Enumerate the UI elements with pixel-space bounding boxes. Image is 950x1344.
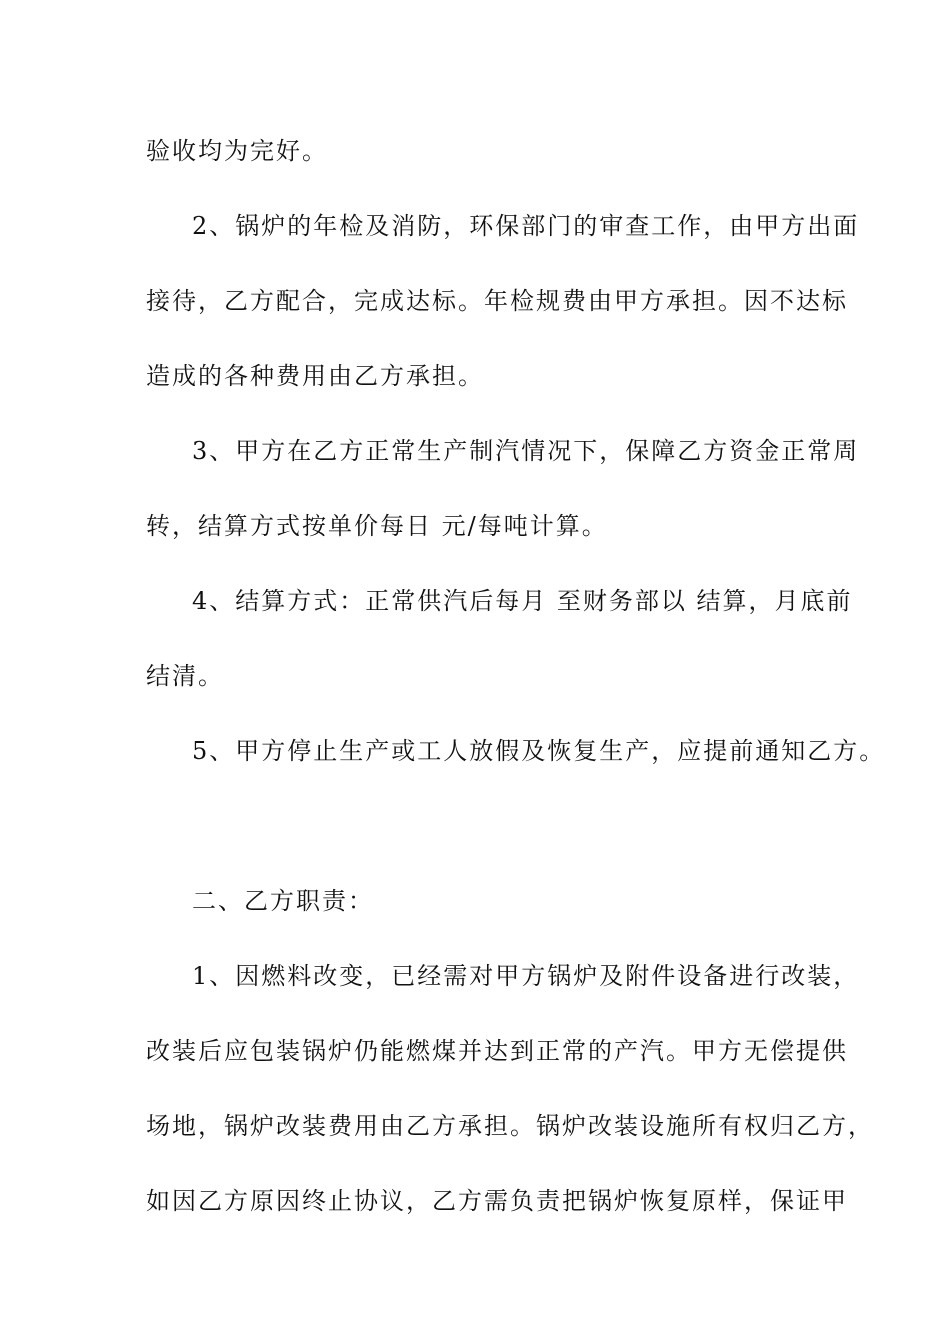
text-line-6: 转，结算方式按单价每日 元/每吨计算。	[146, 512, 608, 540]
text-line-11: 1、因燃料改变，已经需对甲方锅炉及附件设备进行改装，	[192, 962, 860, 990]
text-line-9: 5、甲方停止生产或工人放假及恢复生产，应提前通知乙方。	[192, 737, 886, 765]
section-heading: 二、乙方职责：	[192, 887, 374, 915]
text-line-14: 如因乙方原因终止协议，乙方需负责把锅炉恢复原样，保证甲	[146, 1187, 848, 1215]
text-line-7: 4、结算方式：正常供汽后每月 至财务部以 结算，月底前	[192, 587, 853, 615]
text-line-2: 2、锅炉的年检及消防，环保部门的审查工作，由甲方出面	[192, 212, 860, 240]
text-line-3: 接待，乙方配合，完成达标。年检规费由甲方承担。因不达标	[146, 287, 848, 315]
text-line-4: 造成的各种费用由乙方承担。	[146, 362, 484, 390]
text-line-12: 改装后应包装锅炉仍能燃煤并达到正常的产汽。甲方无偿提供	[146, 1037, 848, 1065]
text-line-5: 3、甲方在乙方正常生产制汽情况下，保障乙方资金正常周	[192, 437, 860, 465]
text-line-8: 结清。	[146, 662, 224, 690]
text-line-1: 验收均为完好。	[146, 137, 328, 165]
text-line-13: 场地，锅炉改装费用由乙方承担。锅炉改装设施所有权归乙方，	[146, 1112, 874, 1140]
